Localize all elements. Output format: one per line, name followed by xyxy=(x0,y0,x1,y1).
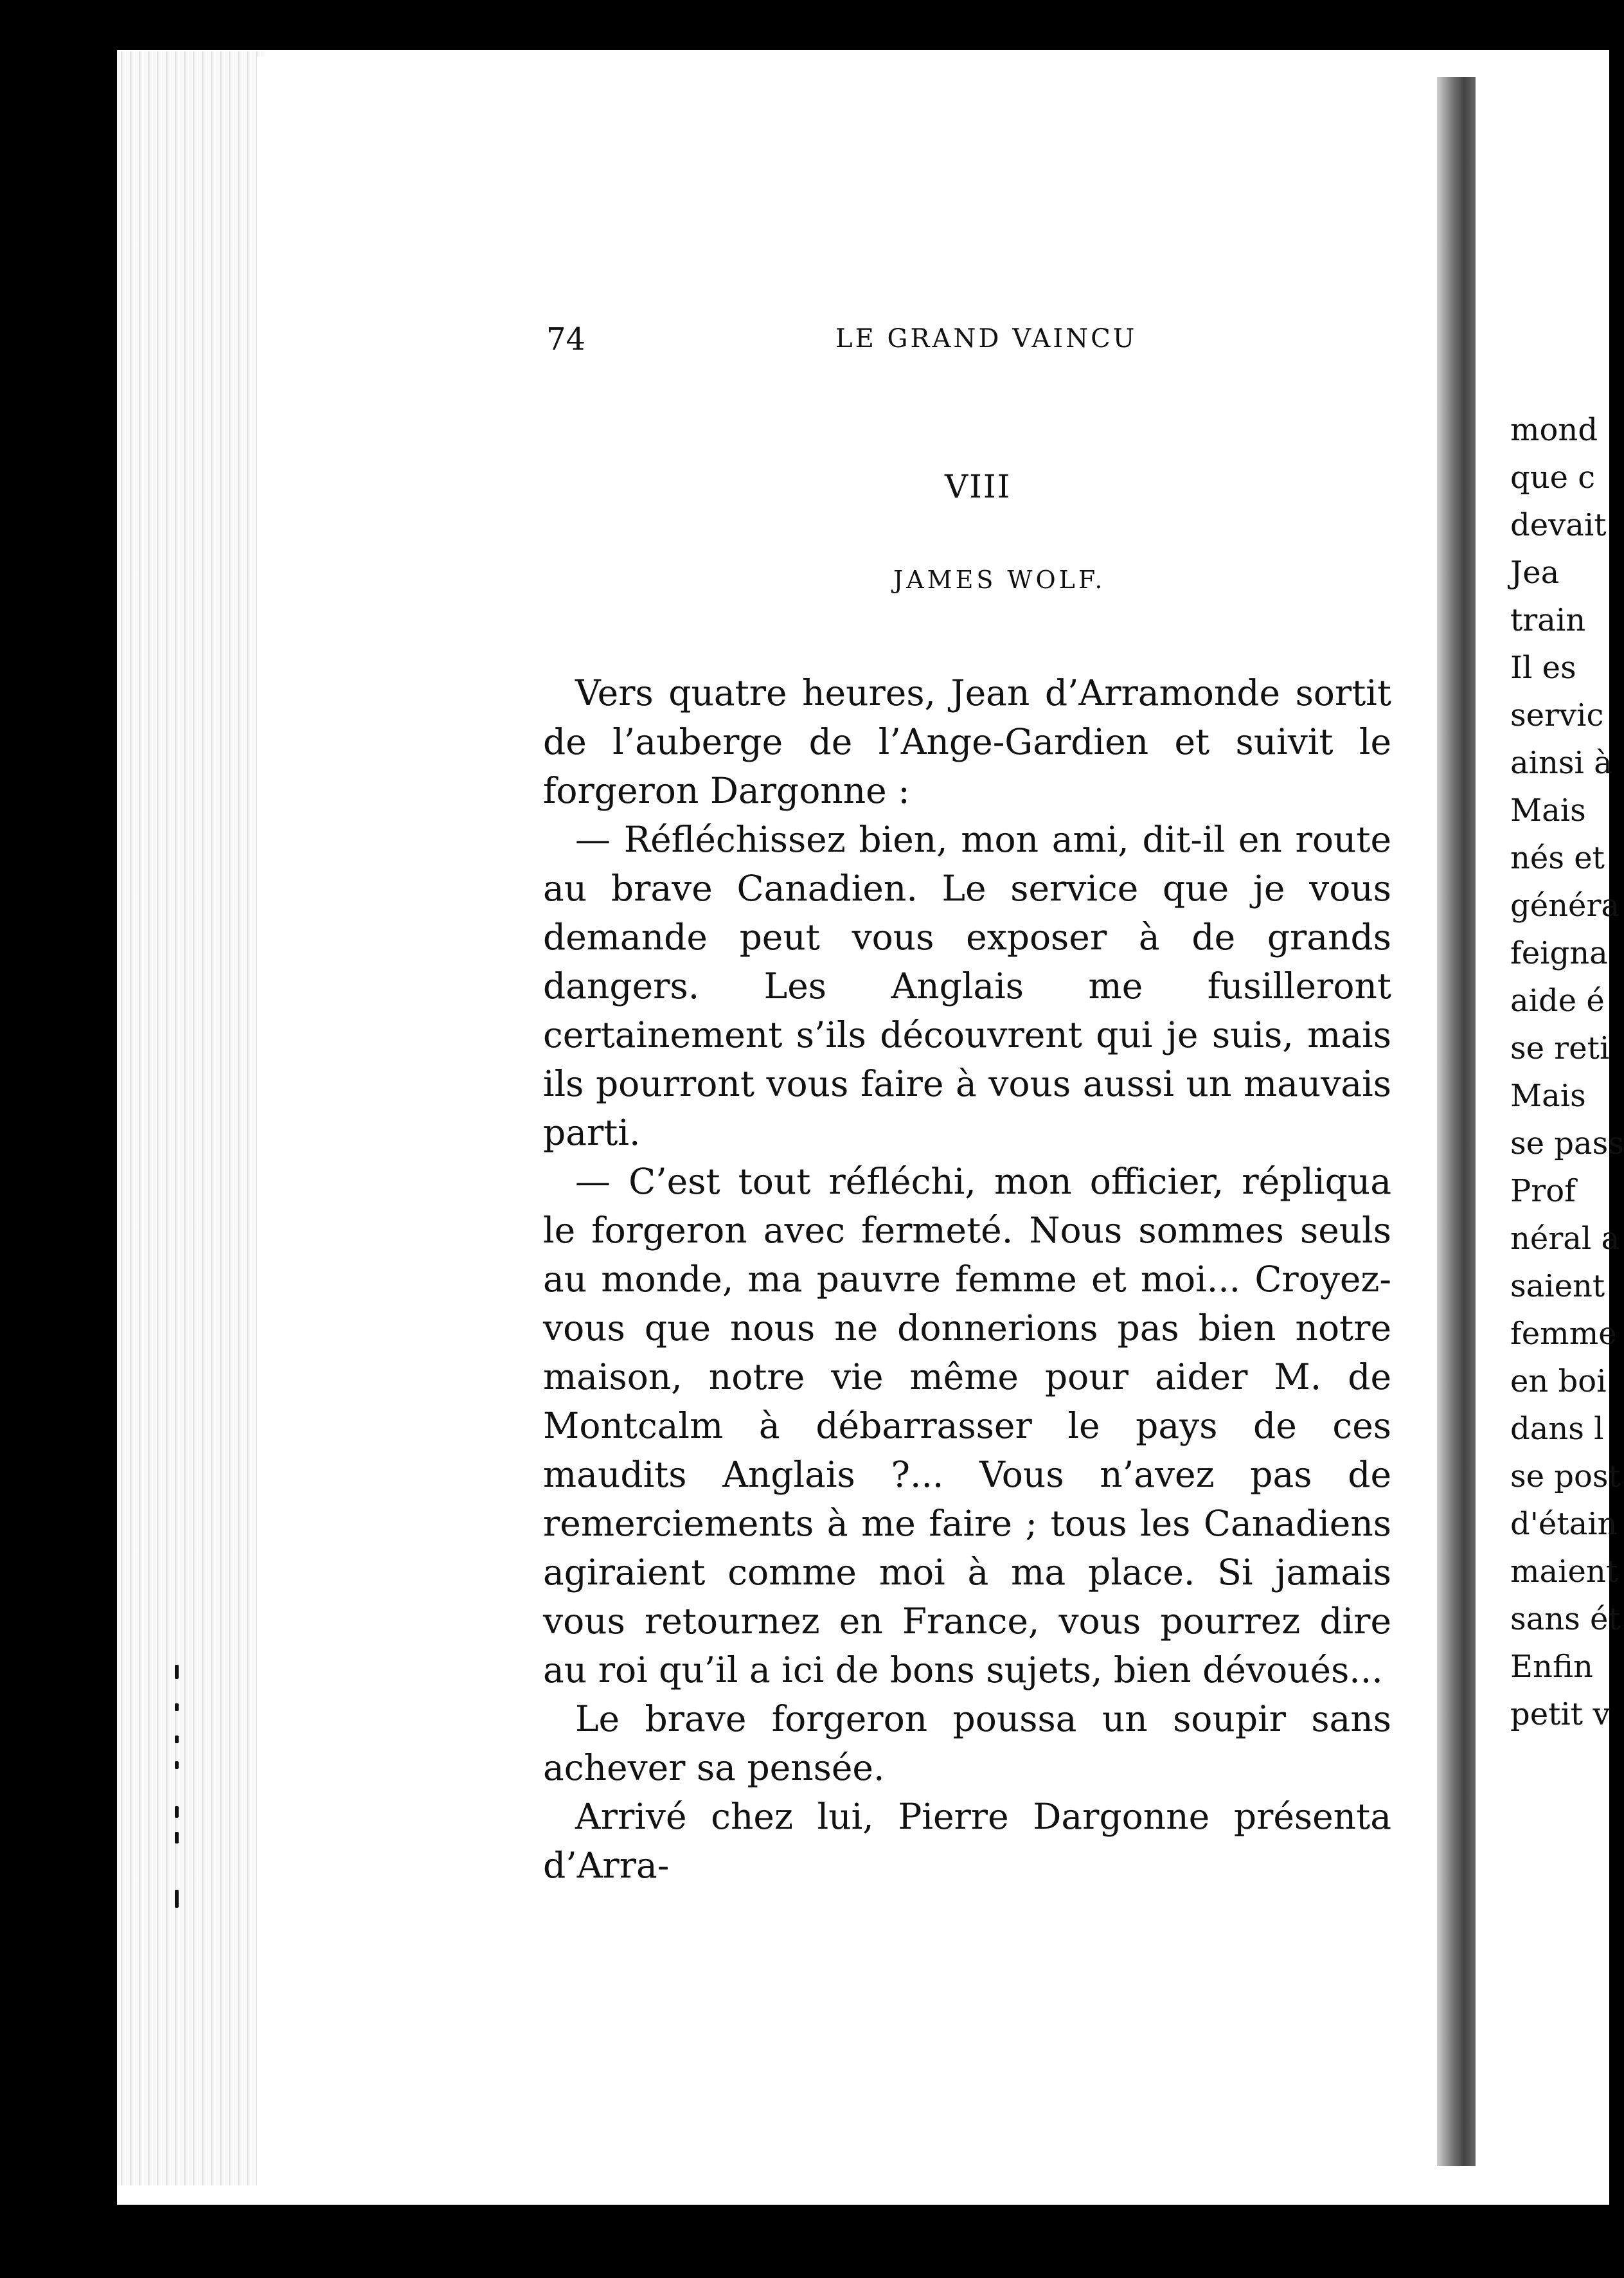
facing-line: mond xyxy=(1510,412,1598,448)
running-header xyxy=(546,321,1395,373)
facing-line: Prof xyxy=(1510,1173,1576,1209)
facing-line: se pass xyxy=(1510,1126,1624,1161)
facing-line: nés et xyxy=(1510,840,1605,876)
book-page-edges xyxy=(117,51,265,2185)
facing-line: Mais xyxy=(1510,793,1586,829)
facing-line: maient xyxy=(1510,1554,1619,1590)
facing-line: feigna xyxy=(1510,935,1608,971)
scan-border-left xyxy=(0,0,117,2278)
facing-line: aide é xyxy=(1510,983,1605,1019)
facing-line: Mais xyxy=(1510,1078,1586,1114)
paragraph: Arrivé chez lui, Pierre Dargonne présenta d’Arra- xyxy=(543,1796,1391,1886)
facing-line: Jea xyxy=(1510,555,1560,591)
facing-line: néral a xyxy=(1510,1221,1620,1257)
paragraph: Vers quatre heures, Jean d’Arramonde sortit de l’auberge de l’Ange-Gardien et suivit le forgeron Dargonne : xyxy=(543,672,1391,811)
facing-line: petit v xyxy=(1510,1696,1611,1732)
facing-line: généra xyxy=(1510,888,1620,924)
facing-line: se reti xyxy=(1510,1030,1610,1066)
facing-page-text xyxy=(1510,406,1624,1738)
facing-line: train xyxy=(1510,602,1586,638)
facing-line: que c xyxy=(1510,460,1596,496)
page-number: 74 xyxy=(546,321,586,357)
facing-line: Enfin xyxy=(1510,1649,1593,1685)
paragraph: Le brave forgeron poussa un soupir sans achever sa pensée. xyxy=(543,1698,1391,1788)
facing-line: se post xyxy=(1510,1458,1621,1494)
facing-line: saient xyxy=(1510,1268,1605,1304)
chapter-number: VIII xyxy=(945,468,1012,505)
scan-border-top xyxy=(0,0,1609,50)
facing-line: ainsi à xyxy=(1510,745,1612,781)
paragraph: — Réfléchissez bien, mon ami, dit-il en route au brave Canadien. Le service que je vous demande peut vous exposer à de grands dangers. Les Anglais me fusilleront certainement s’ils découvrent qui je suis, mais ils pourront vous faire à vous aussi un mauvais parti. xyxy=(543,819,1391,1153)
facing-line: d'étain xyxy=(1510,1506,1618,1542)
facing-line: sans ét xyxy=(1510,1601,1621,1637)
facing-line: en boi xyxy=(1510,1363,1607,1399)
facing-line: servic xyxy=(1510,697,1604,733)
paragraph: — C’est tout réfléchi, mon officier, répliqua le forgeron avec fermeté. Nous sommes seuls au monde, ma pauvre femme et moi... Croyez-vous que nous ne donnerions pas bien notre maison, notre vie même pour aider M. de Montcalm à débarrasser le pays de ces maudits Anglais ?... Vous n’avez pas de remerciements à me faire ; tous les Canadiens agiraient comme moi à ma place. Si jamais vous retournez en France, vous pourrez dire au roi qu’il a ici de bons sujets, bien dévoués... xyxy=(543,1161,1391,1691)
facing-line: femme xyxy=(1510,1316,1617,1352)
body-text xyxy=(543,668,1391,1890)
running-title: LE GRAND VAINCU xyxy=(835,324,1138,354)
facing-line: Il es xyxy=(1510,650,1576,686)
book-gutter xyxy=(1437,77,1476,2166)
facing-line: devait xyxy=(1510,507,1607,543)
edge-marks xyxy=(175,1665,181,1922)
facing-line: dans l xyxy=(1510,1411,1604,1447)
chapter-title: JAMES WOLF. xyxy=(893,566,1106,594)
scan-border-bottom xyxy=(0,2205,1609,2278)
